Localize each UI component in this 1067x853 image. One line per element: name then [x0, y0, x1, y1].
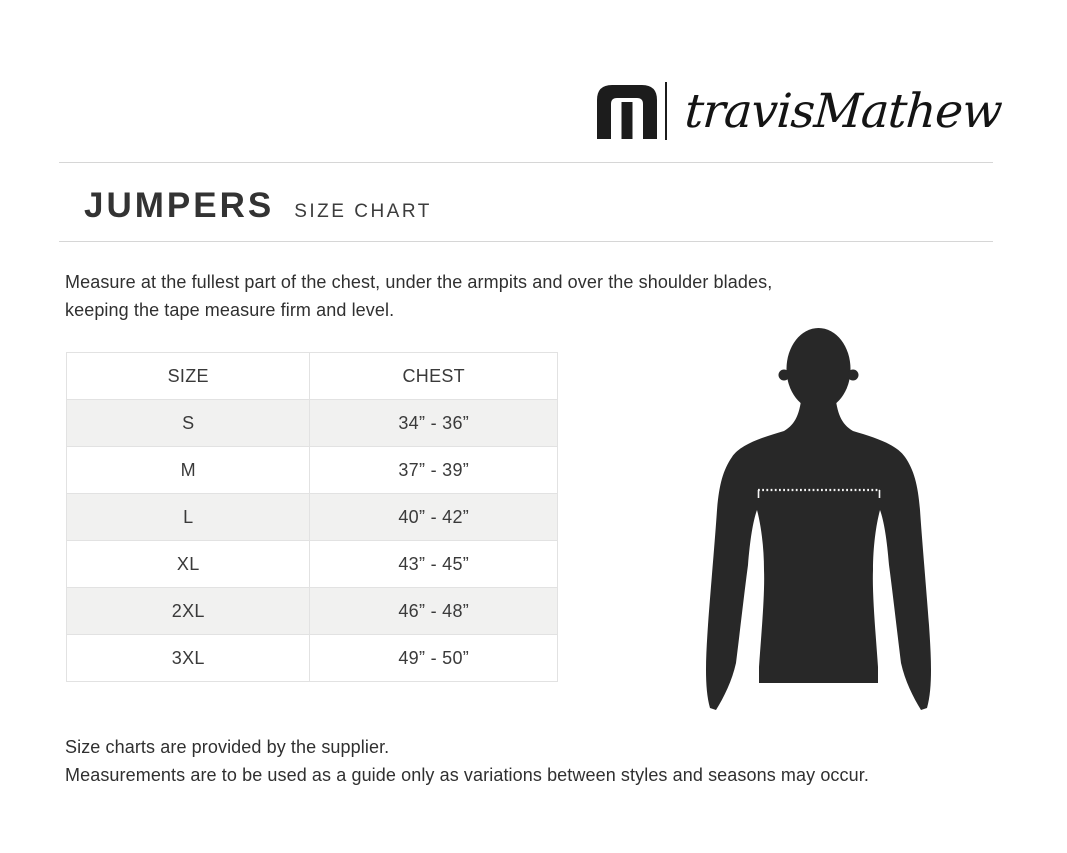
page-subtitle: SIZE CHART	[294, 201, 432, 222]
table-row	[67, 494, 558, 541]
table-header-row	[67, 353, 558, 400]
chest-cell: 46” - 48”	[310, 588, 558, 635]
table-row	[67, 400, 558, 447]
page-title: JUMPERS	[84, 186, 275, 225]
chest-cell: 37” - 39”	[310, 447, 558, 494]
torso-silhouette-icon	[690, 325, 950, 715]
size-cell: 2XL	[67, 588, 310, 635]
measure-instructions-line2: keeping the tape measure firm and level.	[65, 300, 395, 320]
size-chart-table	[66, 352, 558, 682]
supplier-note-line1: Size charts are provided by the supplier.	[65, 737, 390, 757]
supplier-notes	[65, 733, 1045, 789]
title-row	[84, 188, 432, 223]
body-silhouette-figure	[690, 325, 950, 715]
title-divider-bottom	[59, 241, 993, 242]
table-row	[67, 588, 558, 635]
travismathew-monogram-icon	[597, 84, 657, 139]
measure-instructions	[65, 268, 985, 324]
size-cell: L	[67, 494, 310, 541]
supplier-note-line2: Measurements are to be used as a guide only as variations between styles and seasons may occur.	[65, 765, 869, 785]
chest-cell: 40” - 42”	[310, 494, 558, 541]
table-row	[67, 541, 558, 588]
measure-instructions-line1: Measure at the fullest part of the chest, under the armpits and over the shoulder blades,	[65, 272, 773, 292]
column-header-size: SIZE	[67, 353, 310, 400]
brand-wordmark: travisMathew	[683, 83, 1004, 139]
title-divider-top	[59, 162, 993, 163]
column-header-chest: CHEST	[310, 353, 558, 400]
size-cell: 3XL	[67, 635, 310, 682]
brand-logo	[597, 80, 1004, 142]
size-cell: S	[67, 400, 310, 447]
logo-divider	[665, 82, 667, 140]
table-row	[67, 635, 558, 682]
size-cell: XL	[67, 541, 310, 588]
chest-cell: 49” - 50”	[310, 635, 558, 682]
table-row	[67, 447, 558, 494]
chest-cell: 43” - 45”	[310, 541, 558, 588]
chest-cell: 34” - 36”	[310, 400, 558, 447]
size-cell: M	[67, 447, 310, 494]
